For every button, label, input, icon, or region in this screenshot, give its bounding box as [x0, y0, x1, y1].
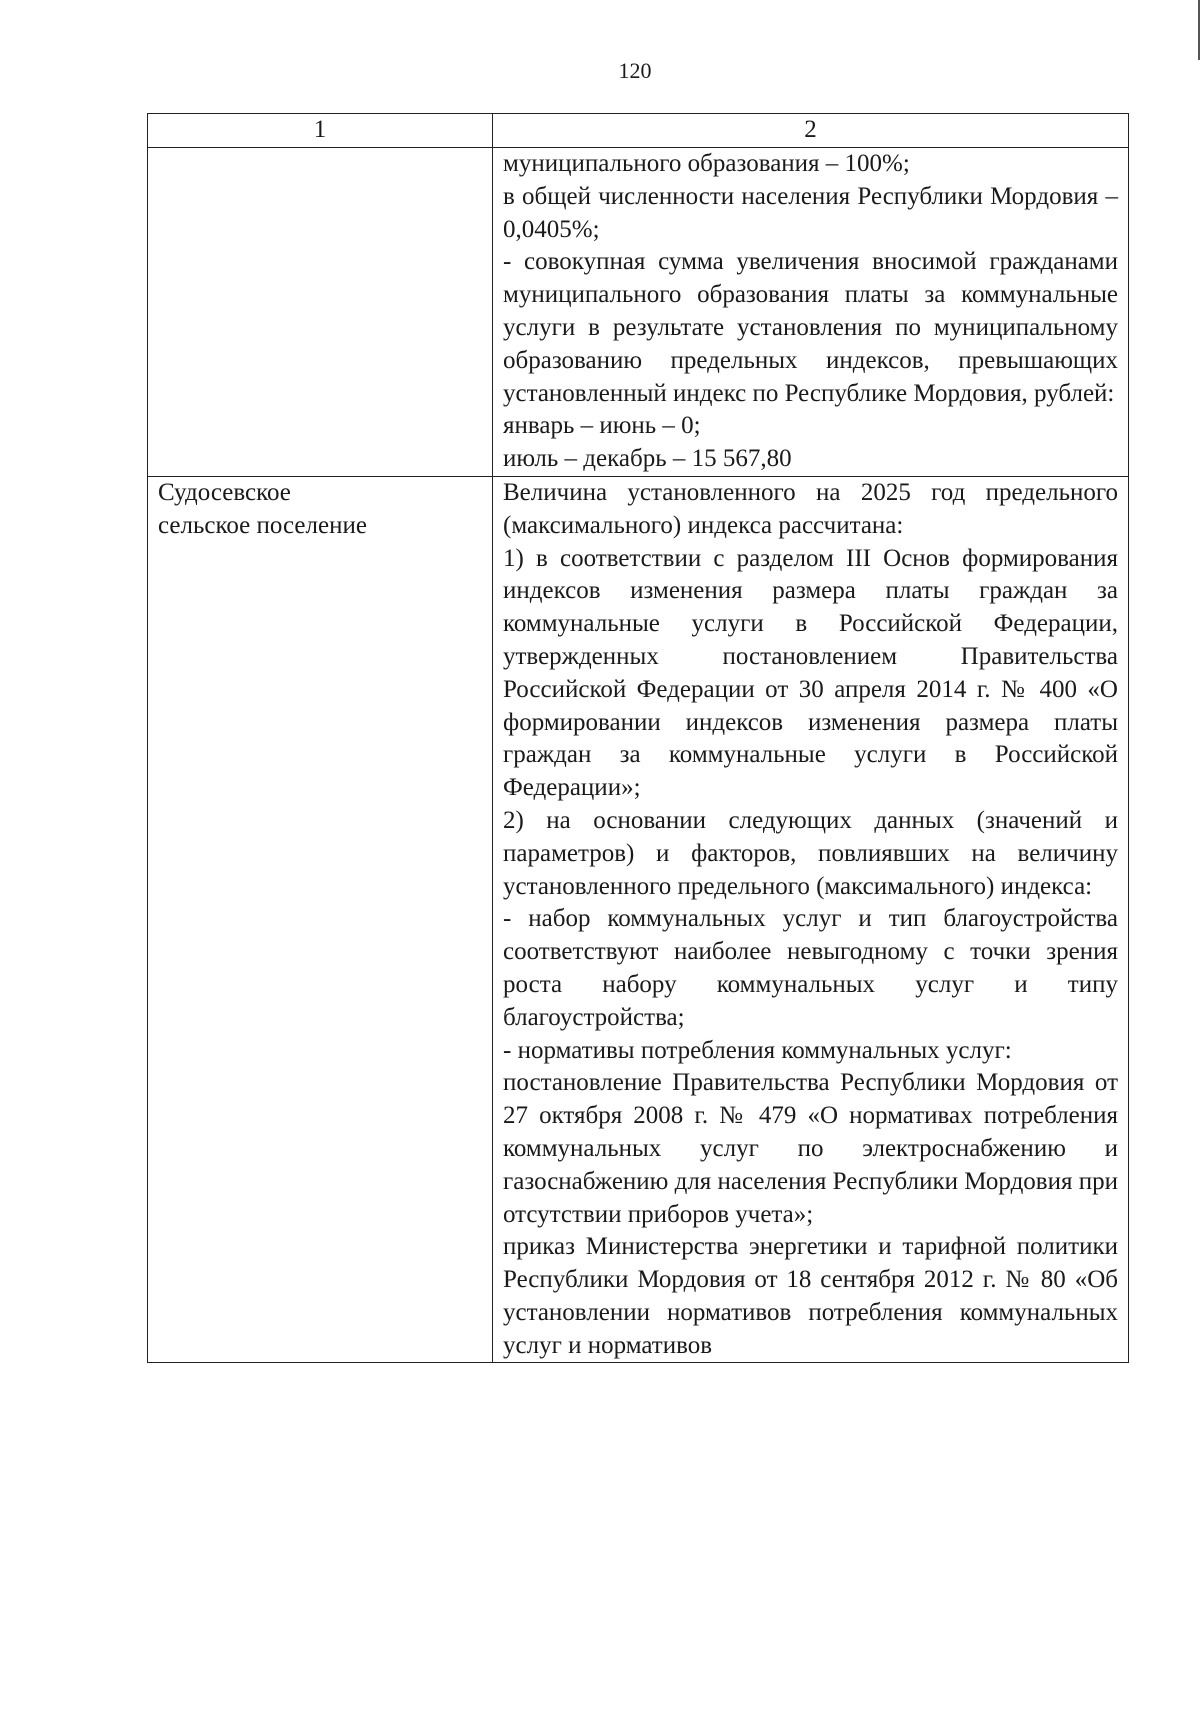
table-header-row	[148, 114, 1129, 148]
row-2-municipality-cell	[148, 476, 493, 1363]
paragraph: январь – июнь – 0;	[503, 412, 701, 440]
column-header-2: 2	[493, 114, 1129, 148]
paragraph: - нормативы потребления коммунальных услуг:	[503, 1036, 1012, 1064]
table-row	[148, 476, 1129, 1363]
paragraph: 2) на основании следующих данных (значений и параметров) и факторов, повлиявших на величину установленного предельного (максимального) индекса:	[503, 806, 1118, 900]
row-1-description-cell	[493, 148, 1129, 477]
paragraph: июль – декабрь – 15 567,80	[503, 445, 792, 473]
paragraph: приказ Министерства энергетики и тарифной политики Республики Мордовия от 18 сентября 2012 г. № 80 «Об установлении нормативов потребления коммунальных услуг и нормативов	[503, 1233, 1118, 1359]
paragraph: 1) в соответствии с разделом III Основ формирования индексов изменения размера платы граждан за коммунальные услуги в Российской Федерации, утвержденных постановлением Правительства Российской Федерации от 30 апреля 2014 г. № 400 «О формировании индексов изменения размера платы граждан за коммунальные услуги в Российской Федерации»;	[503, 544, 1118, 802]
paragraph: в общей численности населения Республики Мордовия – 0,0405%;	[503, 182, 1118, 243]
municipality-name-line: сельское поселение	[158, 511, 367, 539]
paragraph: - совокупная сумма увеличения вносимой гражданами муниципального образования платы за коммунальные услуги в результате установления по муниципальному образованию предельных индексов, превышающих установленный индекс по Республике Мордовия, рублей:	[503, 248, 1118, 407]
paragraph: Величина установленного на 2025 год предельного (максимального) индекса рассчитана:	[503, 478, 1118, 539]
paragraph: муниципального образования – 100%;	[503, 150, 910, 177]
page-number: 120	[618, 58, 652, 83]
document-table	[147, 113, 1129, 1363]
table-row	[148, 148, 1129, 477]
column-header-1: 1	[148, 114, 493, 148]
paragraph: постановление Правительства Республики Мордовия от 27 октября 2008 г. № 479 «О нормативах потребления коммунальных услуг по электроснабжению и газоснабжению для населения Республики Мордовия при отсутствии приборов учета»;	[503, 1069, 1118, 1228]
row-2-description-cell	[493, 476, 1129, 1363]
row-1-municipality-cell	[148, 148, 493, 477]
municipality-name-line: Судосевское	[158, 478, 291, 506]
paragraph: - набор коммунальных услуг и тип благоустройства соответствуют наиболее невыгодному с точки зрения роста набору коммунальных услуг и типу благоустройства;	[503, 905, 1118, 1031]
